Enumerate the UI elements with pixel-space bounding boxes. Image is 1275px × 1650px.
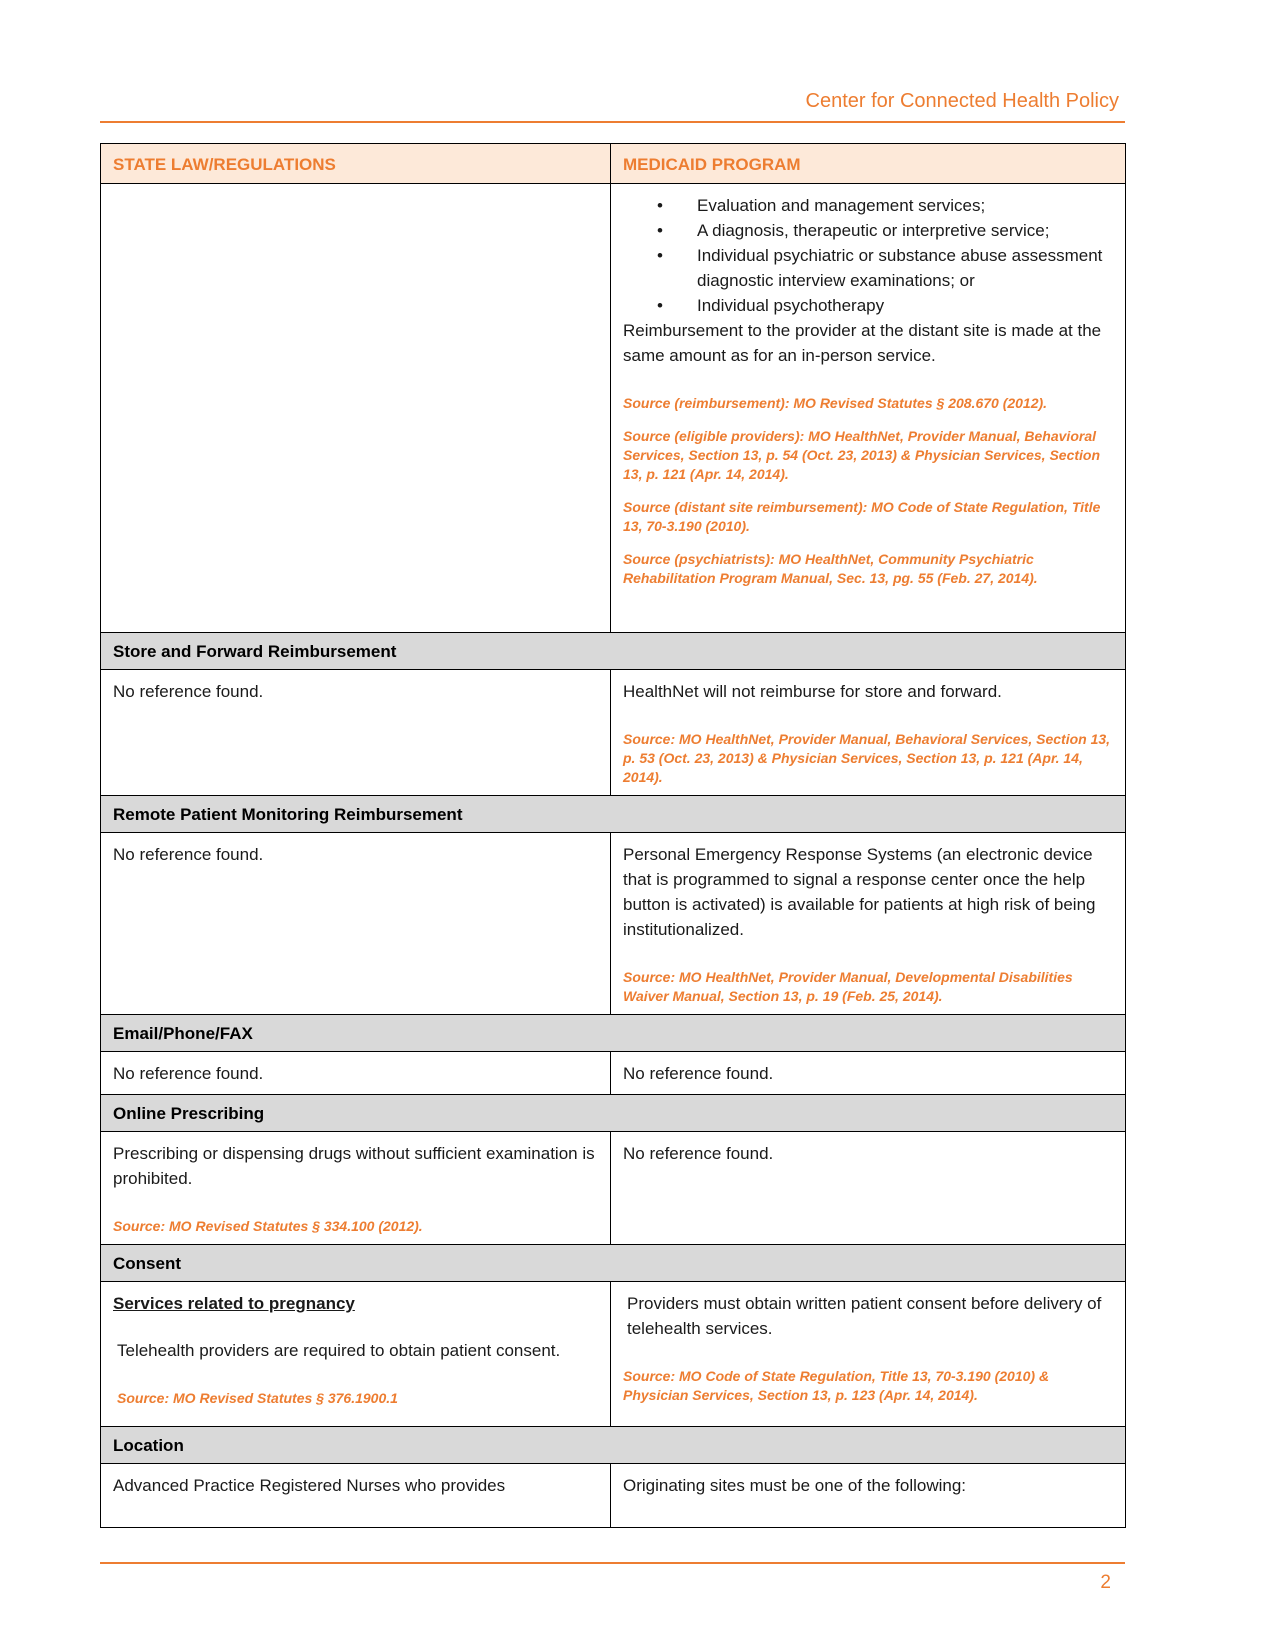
cell-medicaid-services [611,184,1126,633]
section-title: Store and Forward Reimbursement [101,633,1126,670]
cell-text: HealthNet will not reimburse for store and forward. [623,682,1002,701]
cell-medicaid [611,1052,1126,1095]
cell-text: Providers must obtain written patient consent before delivery of telehealth services. [627,1294,1102,1338]
cell-text: No reference found. [113,1064,264,1083]
bullet-icon: • [657,246,663,265]
list-item [657,218,1111,243]
section-title: Location [101,1427,1126,1464]
services-bullet-list [623,193,1111,318]
section-header-consent [101,1245,1126,1282]
column-header-state-law: STATE LAW/REGULATIONS [101,144,611,184]
section-title: Online Prescribing [101,1095,1126,1132]
cell-state-law [101,1282,611,1427]
cell-medicaid [611,1464,1126,1528]
source-citation: Source: MO HealthNet, Provider Manual, Behavioral Services, Section 13, p. 53 (Oct. 23, 2013) & Physician Services, Section 13, p. 121 (Apr. 14, 2014). [623,731,1111,785]
cell-text: Prescribing or dispensing drugs without sufficient examination is prohibited. [113,1144,595,1188]
law-comparison-table [100,143,1126,1528]
page-title: Center for Connected Health Policy [805,90,1119,112]
source-citation: Source (distant site reimbursement): MO Code of State Regulation, Title 13, 70-3.190 (2010). [623,499,1101,534]
cell-text: No reference found. [113,682,264,701]
list-item [657,243,1111,293]
section-header-email-phone-fax [101,1015,1126,1052]
list-item [657,293,1111,318]
cell-text: Originating sites must be one of the following: [623,1476,967,1495]
section-header-location [101,1427,1126,1464]
cell-text: No reference found. [113,845,264,864]
column-header-medicaid: MEDICAID PROGRAM [611,144,1126,184]
bullet-text: Evaluation and management services; [697,196,986,215]
cell-state-law [101,1464,611,1528]
page-number: 2 [1100,1572,1111,1593]
header-rule [100,121,1125,123]
page-header [100,90,1125,123]
bullet-icon: • [657,296,663,315]
table-row [101,833,1126,1015]
section-header-store-forward [101,633,1126,670]
cell-text: No reference found. [623,1144,774,1163]
table-row [101,184,1126,633]
bullet-text: Individual psychotherapy [697,296,885,315]
section-title: Consent [101,1245,1126,1282]
source-citation: Source (psychiatrists): MO HealthNet, Community Psychiatric Rehabilitation Program Manual, Sec. 13, pg. 55 (Feb. 27, 2014). [623,551,1038,586]
table-header-row [101,144,1126,184]
source-citation: Source: MO Revised Statutes § 376.1900.1 [117,1390,398,1406]
source-citation: Source: MO Revised Statutes § 334.100 (2012). [113,1218,423,1234]
footer-rule [100,1562,1125,1564]
cell-medicaid [611,670,1126,796]
section-header-online-prescribing [101,1095,1126,1132]
table-row [101,1052,1126,1095]
section-header-rpm [101,796,1126,833]
section-title: Remote Patient Monitoring Reimbursement [101,796,1126,833]
section-title: Email/Phone/FAX [101,1015,1126,1052]
table-row [101,670,1126,796]
cell-state-law [101,1052,611,1095]
bullet-icon: • [657,196,663,215]
table-row [101,1464,1126,1528]
cell-text: Advanced Practice Registered Nurses who provides [113,1476,506,1495]
source-citation: Source: MO Code of State Regulation, Title 13, 70-3.190 (2010) & Physician Services, Section 13, p. 123 (Apr. 14, 2014). [623,1368,1050,1403]
reimbursement-paragraph: Reimbursement to the provider at the distant site is made at the same amount as for an in-person service. [623,321,1102,365]
cell-text: No reference found. [623,1064,774,1083]
cell-text: Personal Emergency Response Systems (an electronic device that is programmed to signal a response center once the help button is activated) is available for patients at high risk of being institutionalized. [623,845,1096,939]
cell-state-law [101,1132,611,1245]
bullet-text: Individual psychiatric or substance abuse assessment diagnostic interview examinations; or [697,246,1103,290]
cell-medicaid [611,833,1126,1015]
bullet-text: A diagnosis, therapeutic or interpretive service; [697,221,1050,240]
table-row [101,1132,1126,1245]
source-citation: Source: MO HealthNet, Provider Manual, Developmental Disabilities Waiver Manual, Section 13, p. 19 (Feb. 25, 2014). [623,969,1073,1004]
cell-state-law [101,833,611,1015]
pregnancy-services-heading: Services related to pregnancy [113,1294,355,1313]
source-citation: Source (reimbursement): MO Revised Statutes § 208.670 (2012). [623,395,1048,411]
cell-state-law [101,670,611,796]
cell-text: Telehealth providers are required to obtain patient consent. [117,1341,561,1360]
cell-medicaid [611,1282,1126,1427]
table-row [101,1282,1126,1427]
source-citation: Source (eligible providers): MO HealthNet, Provider Manual, Behavioral Services, Section 13, p. 54 (Oct. 23, 2013) & Physician Services, Section 13, p. 121 (Apr. 14, 2014). [623,428,1101,482]
cell-state-law-empty [101,184,611,633]
bullet-icon: • [657,221,663,240]
list-item [657,193,1111,218]
cell-medicaid [611,1132,1126,1245]
page-footer [100,1562,1125,1594]
